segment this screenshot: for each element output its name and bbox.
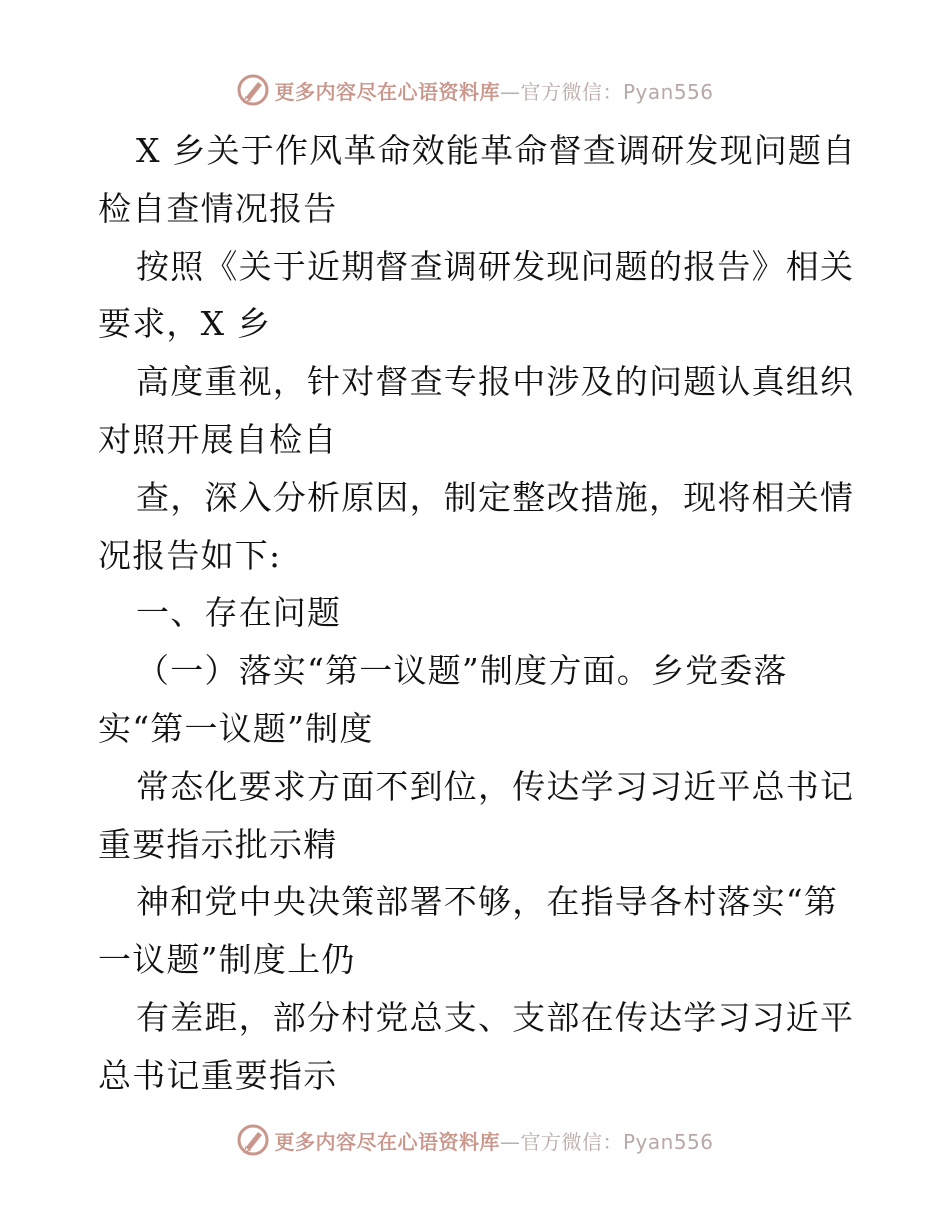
document-line: （一）落实“第一议题”制度方面。乡党委落 bbox=[136, 651, 788, 691]
document-line: 实“第一议题”制度 bbox=[98, 708, 374, 748]
watermark-wechat-label: 官方微信： bbox=[520, 1129, 623, 1154]
document-line: 总书记重要指示 bbox=[98, 1055, 338, 1095]
watermark-text bbox=[274, 76, 713, 105]
document-line: 要求，X 乡 bbox=[98, 304, 272, 344]
document-line: 有差距，部分村党总支、支部在传达学习习近平 bbox=[136, 997, 855, 1037]
pen-logo-icon bbox=[236, 1123, 270, 1157]
document-line: 查，深入分析原因，制定整改措施，现将相关情 bbox=[136, 477, 855, 517]
document-body bbox=[98, 122, 858, 1105]
watermark-separator: — bbox=[499, 79, 521, 104]
watermark-wechat-label: 官方微信： bbox=[520, 79, 623, 104]
document-line: 检自查情况报告 bbox=[98, 188, 338, 228]
watermark-brand: 更多内容尽在心语资料库 bbox=[274, 79, 500, 104]
watermark-text bbox=[274, 1126, 713, 1155]
watermark-wechat-id: Pyan556 bbox=[622, 79, 714, 104]
watermark-wechat-id: Pyan556 bbox=[622, 1129, 714, 1154]
watermark-banner-top bbox=[0, 70, 950, 110]
document-line: 重要指示批示精 bbox=[98, 824, 338, 864]
document-line: 常态化要求方面不到位，传达学习习近平总书记 bbox=[136, 766, 855, 806]
document-line: 高度重视，针对督查专报中涉及的问题认真组织 bbox=[136, 362, 855, 402]
pen-logo-icon bbox=[236, 73, 270, 107]
document-line: 按照《关于近期督查调研发现问题的报告》相关 bbox=[136, 246, 855, 286]
document-line: 况报告如下: bbox=[98, 535, 282, 575]
watermark-brand: 更多内容尽在心语资料库 bbox=[274, 1129, 500, 1154]
document-line: X 乡关于作风革命效能革命督查调研发现问题自 bbox=[136, 131, 857, 170]
document-line: 一、存在问题 bbox=[136, 593, 342, 633]
watermark-separator: — bbox=[499, 1129, 521, 1154]
watermark-banner-bottom bbox=[0, 1120, 950, 1160]
document-line: 对照开展自检自 bbox=[98, 419, 338, 459]
document-line: 一议题”制度上仍 bbox=[98, 940, 356, 980]
document-line: 神和党中央决策部署不够，在指导各村落实“第 bbox=[136, 882, 839, 922]
